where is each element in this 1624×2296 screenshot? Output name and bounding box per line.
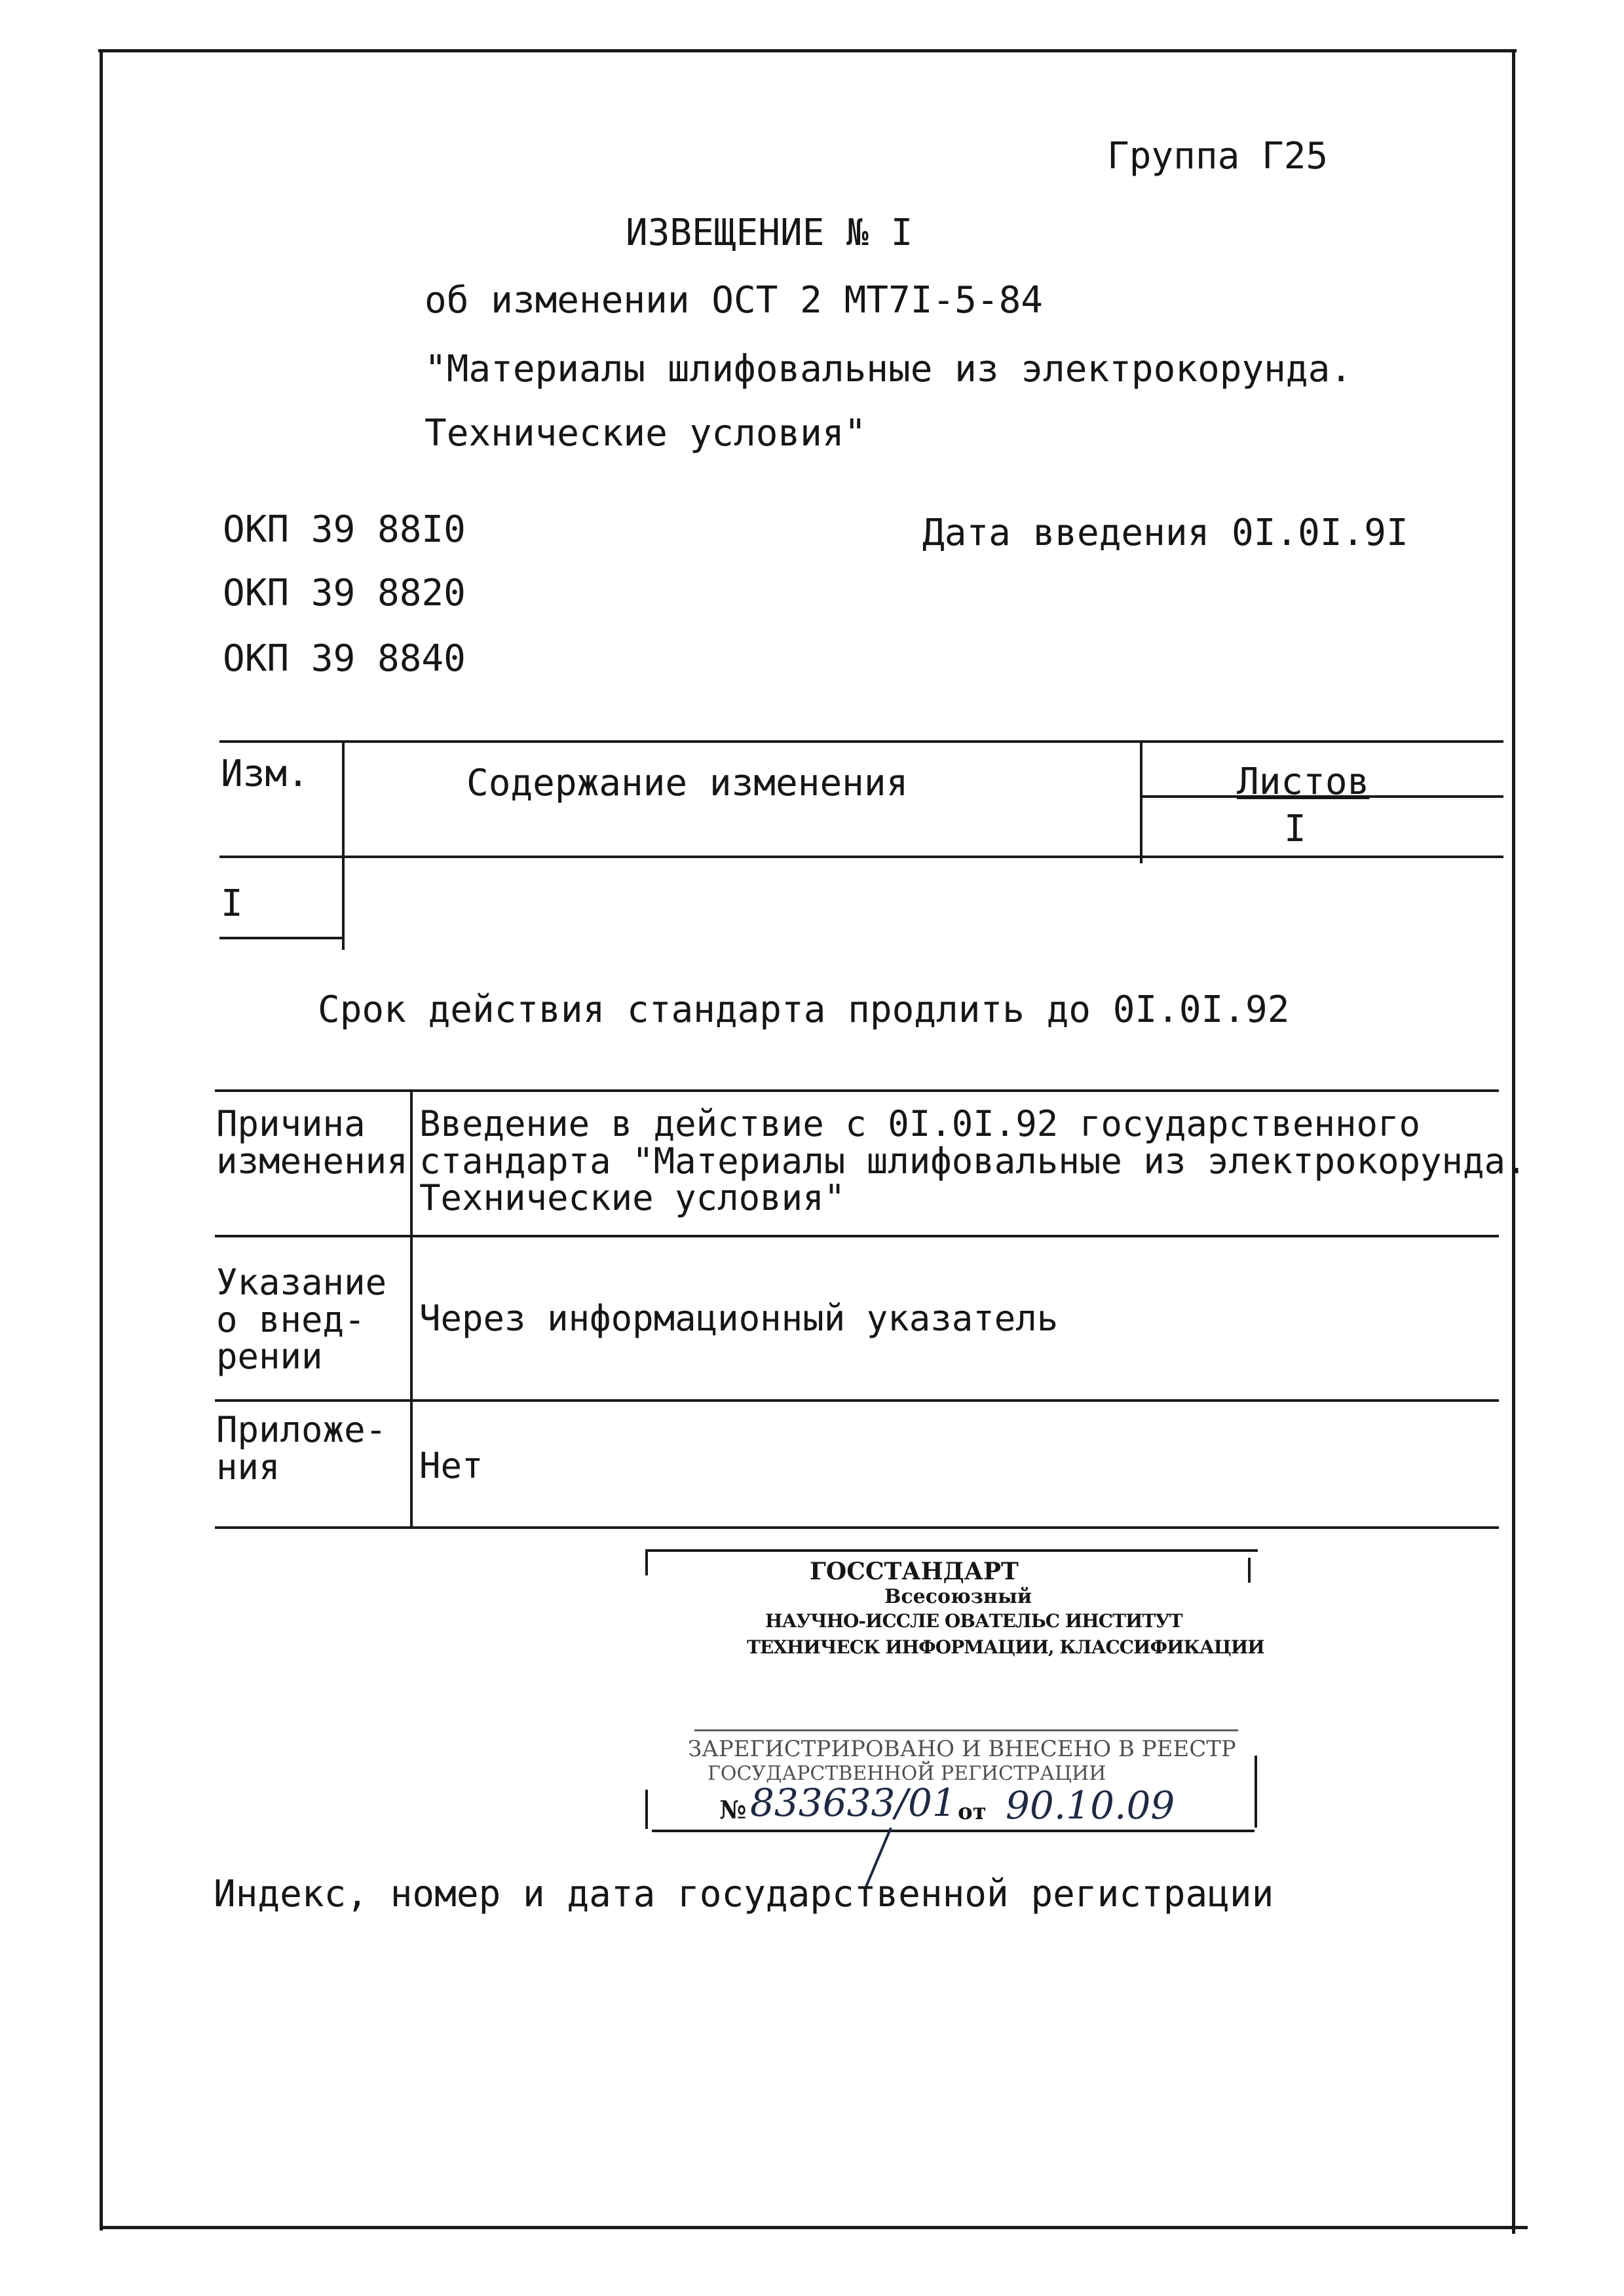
stamp-line3: НАУЧНО-ИССЛЕ ОВАТЕЛЬС ИНСТИТУТ <box>765 1610 1182 1632</box>
stamp-line4: ТЕХНИЧЕСК ИНФОРМАЦИИ, КЛАССИФИКАЦИИ <box>747 1636 1264 1658</box>
stamp-number: 833633/01 <box>750 1780 956 1825</box>
appendix-label: Приложе- ния <box>216 1409 387 1488</box>
frame-bottom <box>100 2226 1528 2229</box>
validity-text: Срок действия стандарта продлить до 0I.0I.92 <box>318 988 1290 1031</box>
col-sheets-header: Листов <box>1237 761 1370 803</box>
stamp-org: ГОССТАНДАРТ <box>810 1558 1019 1585</box>
stamp-number-prefix: № <box>719 1795 747 1824</box>
implementation-label: Указание о внед- рении <box>216 1262 387 1378</box>
sheets-value: I <box>1284 808 1306 850</box>
reason-value: Введение в действие с 0I.0I.92 государственного стандарта "Материалы шлифовальные из электрокорунда. Технические условия" <box>419 1103 1527 1219</box>
standard-title-line2: Технические условия" <box>425 412 867 455</box>
notice-subject: об изменении ОСТ 2 МТ7I-5-84 <box>425 279 1044 322</box>
stamp-registry2: ГОСУДАРСТВЕННОЙ РЕГИСТРАЦИИ <box>708 1762 1106 1785</box>
notice-title: ИЗВЕЩЕНИЕ № I <box>626 212 913 254</box>
reason-label: Причина изменения <box>216 1103 408 1182</box>
implementation-value: Через информационный указатель <box>419 1298 1059 1339</box>
registration-caption: Индекс, номер и дата государственной регистрации <box>214 1873 1274 1915</box>
appendix-value: Нет <box>419 1445 483 1486</box>
introduction-date: Дата введения 0I.0I.9I <box>922 512 1408 554</box>
standard-title-line1: "Материалы шлифовальные из электрокорунда. <box>425 348 1353 390</box>
okp-code-1: ОКП 39 88I0 <box>223 508 466 551</box>
okp-code-3: ОКП 39 8840 <box>223 637 466 680</box>
col-content-header: Содержание изменения <box>466 762 909 804</box>
col-izm-header: Изм. <box>221 753 309 795</box>
frame-left <box>100 49 103 2230</box>
stamp-date: 90.10.09 <box>1006 1783 1175 1828</box>
stamp-registry: ЗАРЕГИСТРИРОВАНО И ВНЕСЕНО В РЕЕСТР <box>688 1736 1236 1762</box>
group-label: Группа Г25 <box>1107 135 1329 178</box>
izm-row-value: I <box>221 882 243 925</box>
stamp-line2: Всесоюзный <box>884 1585 1032 1608</box>
frame-top <box>98 49 1517 52</box>
stamp-date-prefix: от <box>958 1799 987 1825</box>
okp-code-2: ОКП 39 8820 <box>223 572 466 614</box>
